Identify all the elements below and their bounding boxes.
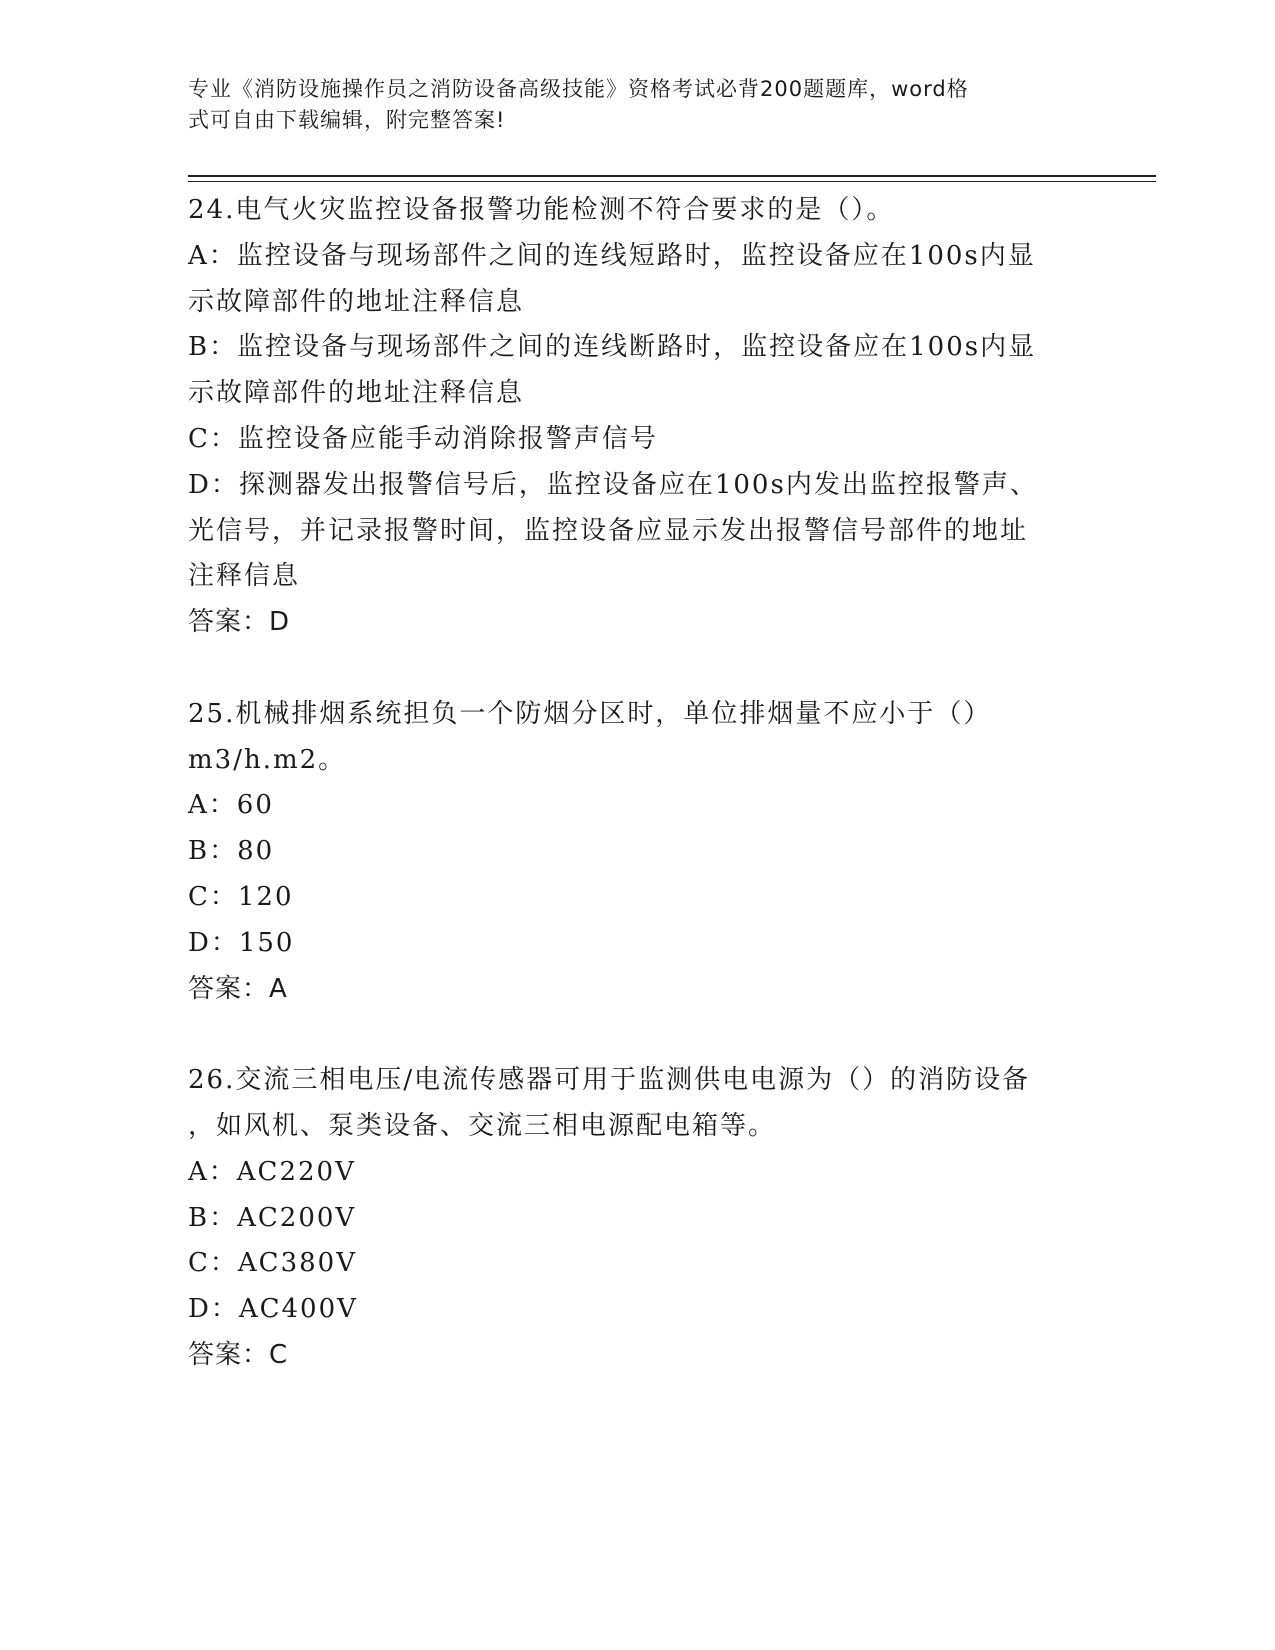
option-a: A：AC220V: [188, 1156, 356, 1187]
option-d: D：探测器发出报警信号后，监控设备应在100s内发出监控报警声、: [188, 469, 1038, 500]
header-line: 式可自由下载编辑，附完整答案!: [188, 108, 506, 132]
option-d: D：150: [188, 927, 295, 958]
document-header: [188, 74, 1068, 136]
question-stem: 24.电气火灾监控设备报警功能检测不符合要求的是（）。: [188, 195, 895, 225]
header-divider: [188, 181, 1156, 182]
answer-label: 答案：C: [188, 1339, 289, 1370]
header-line: 专业《消防设施操作员之消防设备高级技能》资格考试必背200题题库，word格: [188, 77, 969, 101]
option-b: B：监控设备与现场部件之间的连线断路时，监控设备应在100s内显: [188, 332, 1037, 363]
question-block: [188, 692, 1068, 1013]
question-block: [188, 1058, 1068, 1379]
answer-label: 答案：A: [188, 973, 288, 1004]
question-stem: m3/h.m2。: [188, 744, 347, 775]
question-list: [188, 188, 1068, 1379]
option-a: 示故障部件的地址注释信息: [188, 286, 525, 317]
option-b: B：AC200V: [188, 1202, 357, 1233]
option-d: 注释信息: [188, 561, 301, 592]
option-c: C：AC380V: [188, 1248, 357, 1279]
spacer: [188, 1012, 1068, 1058]
option-a: A：监控设备与现场部件之间的连线短路时，监控设备应在100s内显: [188, 240, 1036, 271]
option-b: B：80: [188, 836, 275, 867]
option-c: C：监控设备应能手动消除报警声信号: [188, 423, 658, 454]
option-b: 示故障部件的地址注释信息: [188, 378, 525, 409]
question-block: [188, 188, 1068, 646]
header-divider: [188, 175, 1156, 177]
option-c: C：120: [188, 881, 294, 912]
answer-label: 答案：D: [188, 607, 291, 638]
question-stem: 26.交流三相电压/电流传感器可用于监测供电电源为（）的消防设备: [188, 1065, 1031, 1096]
question-stem: ，如风机、泵类设备、交流三相电源配电箱等。: [188, 1110, 777, 1141]
option-d: 光信号，并记录报警时间，监控设备应显示发出报警信号部件的地址: [188, 515, 1029, 546]
option-d: D：AC400V: [188, 1294, 358, 1325]
option-a: A：60: [188, 790, 274, 821]
question-stem: 25.机械排烟系统担负一个防烟分区时，单位排烟量不应小于（）: [188, 698, 992, 729]
spacer: [188, 646, 1068, 692]
